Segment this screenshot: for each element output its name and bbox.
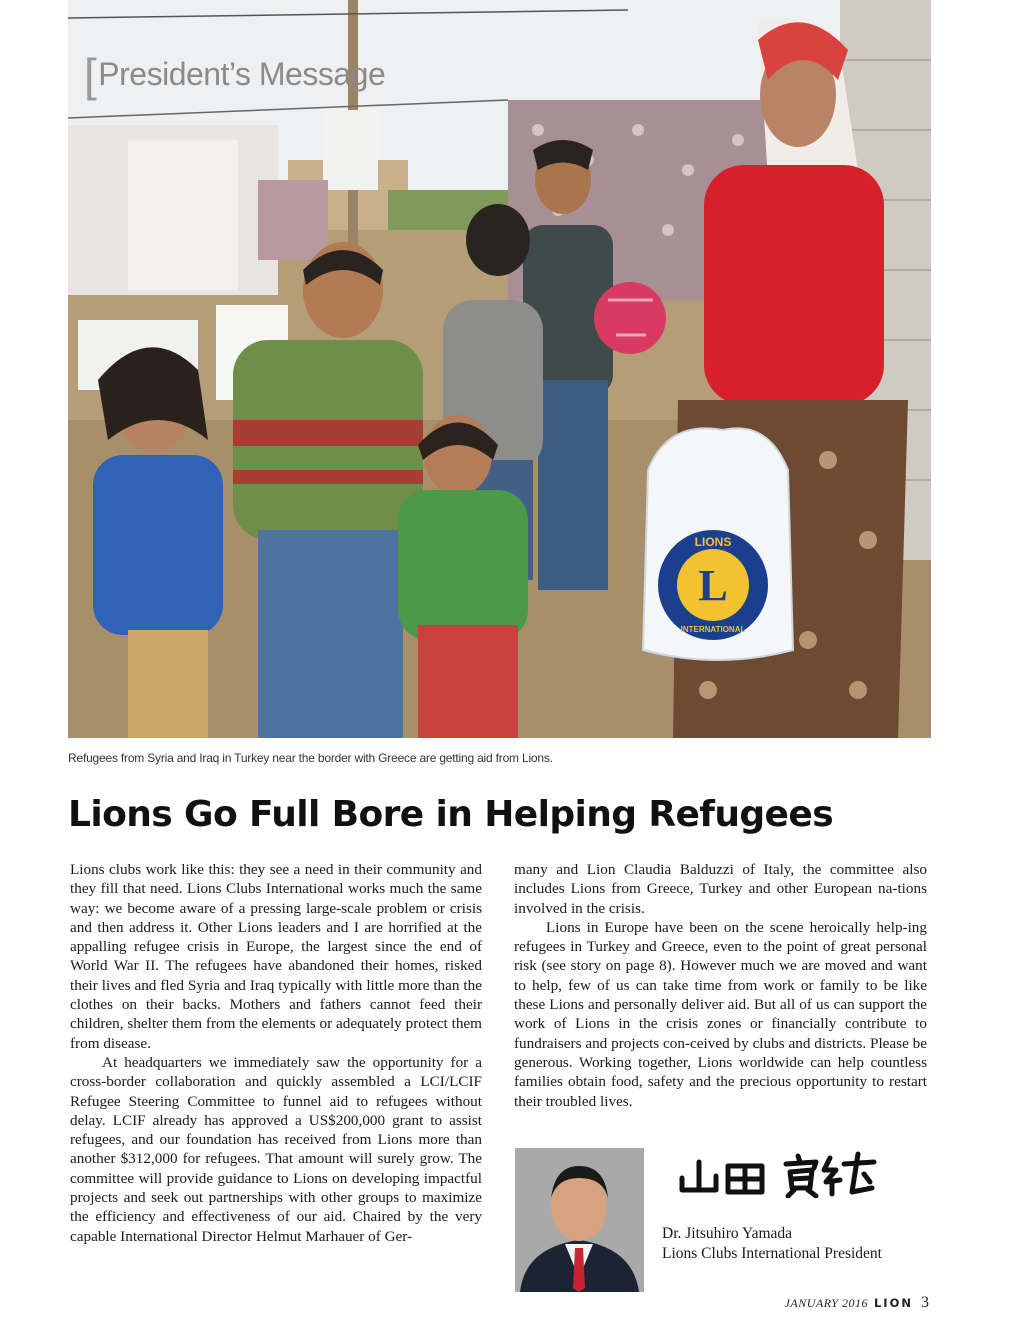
president-title: Lions Clubs International President — [662, 1245, 882, 1262]
paragraph: many and Lion Claudia Balduzzi of Italy, the committee also includes Lions from Greece, Turkey and other European na-tions involved in the crisis. — [514, 861, 927, 917]
president-portrait — [515, 1148, 644, 1292]
hero-photo — [68, 0, 931, 738]
portrait-illustration — [515, 1148, 644, 1292]
page-footer — [785, 1294, 929, 1312]
photo-caption: Refugees from Syria and Iraq in Turkey near the border with Greece are getting aid from Lions. — [68, 751, 553, 765]
paragraph: Lions clubs work like this: they see a need in their community and they fill that need. Lions Clubs International works much the same way: we become aware of a pressing large-scale problem or crisis and then address it. Other Lions leaders and I are horrified at the appalling refugee crisis in Europe, the largest since the end of World War II. The refugees have abandoned their homes, risked their lives and fled Syria and Iraq typically with little more than the clothes on their backs. Mothers and fathers cannot feed their children, shelter them from the elements or adequately protect them from disease. — [70, 861, 482, 1052]
section-label-text: President’s Message — [98, 56, 386, 92]
president-name: Dr. Jitsuhiro Yamada — [662, 1225, 793, 1242]
article-headline: Lions Go Full Bore in Helping Refugees — [68, 794, 834, 835]
page-number: 3 — [921, 1294, 929, 1311]
section-label — [84, 48, 385, 102]
lions-logo-top-text: LIONS — [694, 535, 732, 549]
issue-date: JANUARY 2016 — [784, 1296, 868, 1310]
handwritten-signature — [676, 1148, 881, 1198]
refugee-family-illustration — [68, 0, 931, 738]
lions-logo-bottom-text: INTERNATIONAL — [680, 625, 746, 634]
body-column-left — [70, 860, 482, 1246]
bracket-ornament: [ — [84, 49, 97, 101]
paragraph: At headquarters we immediately saw the opportunity for a cross-border collaboration and quickly assembled a LCI/LCIF Refugee Steering Committee to funnel aid to refugees without delay. LCIF already has approved a US$200,000 grant to assist refugees, and our foundation has received from Lions more than another $312,000 for refugees. That amount will surely grow. The committee will provide guidance to Lions on developing impactful projects and seek out partnerships with other groups to maximize the efficiency and effectiveness of our aid. Chaired by the very capable International Director Helmut Marhauer of Ger- — [70, 1053, 482, 1245]
magazine-name: LION — [873, 1296, 913, 1310]
paragraph: Lions in Europe have been on the scene heroically help-ing refugees in Turkey and Greece, even to the point of great personal risk (see story on page 8). However much we are moved and want to help, few of us can take time from work or family to be like these Lions and personally deliver aid. But all of us can support the work of Lions in the crisis zones or financially contribute to fundraisers and projects con-ceived by clubs and districts. Please be generous. Working together, Lions worldwide can help countless families obtain food, safety and the precious opportunity to restart their troubled lives. — [514, 918, 927, 1110]
lions-logo-letter: L — [698, 561, 728, 610]
body-column-right — [514, 860, 927, 1111]
